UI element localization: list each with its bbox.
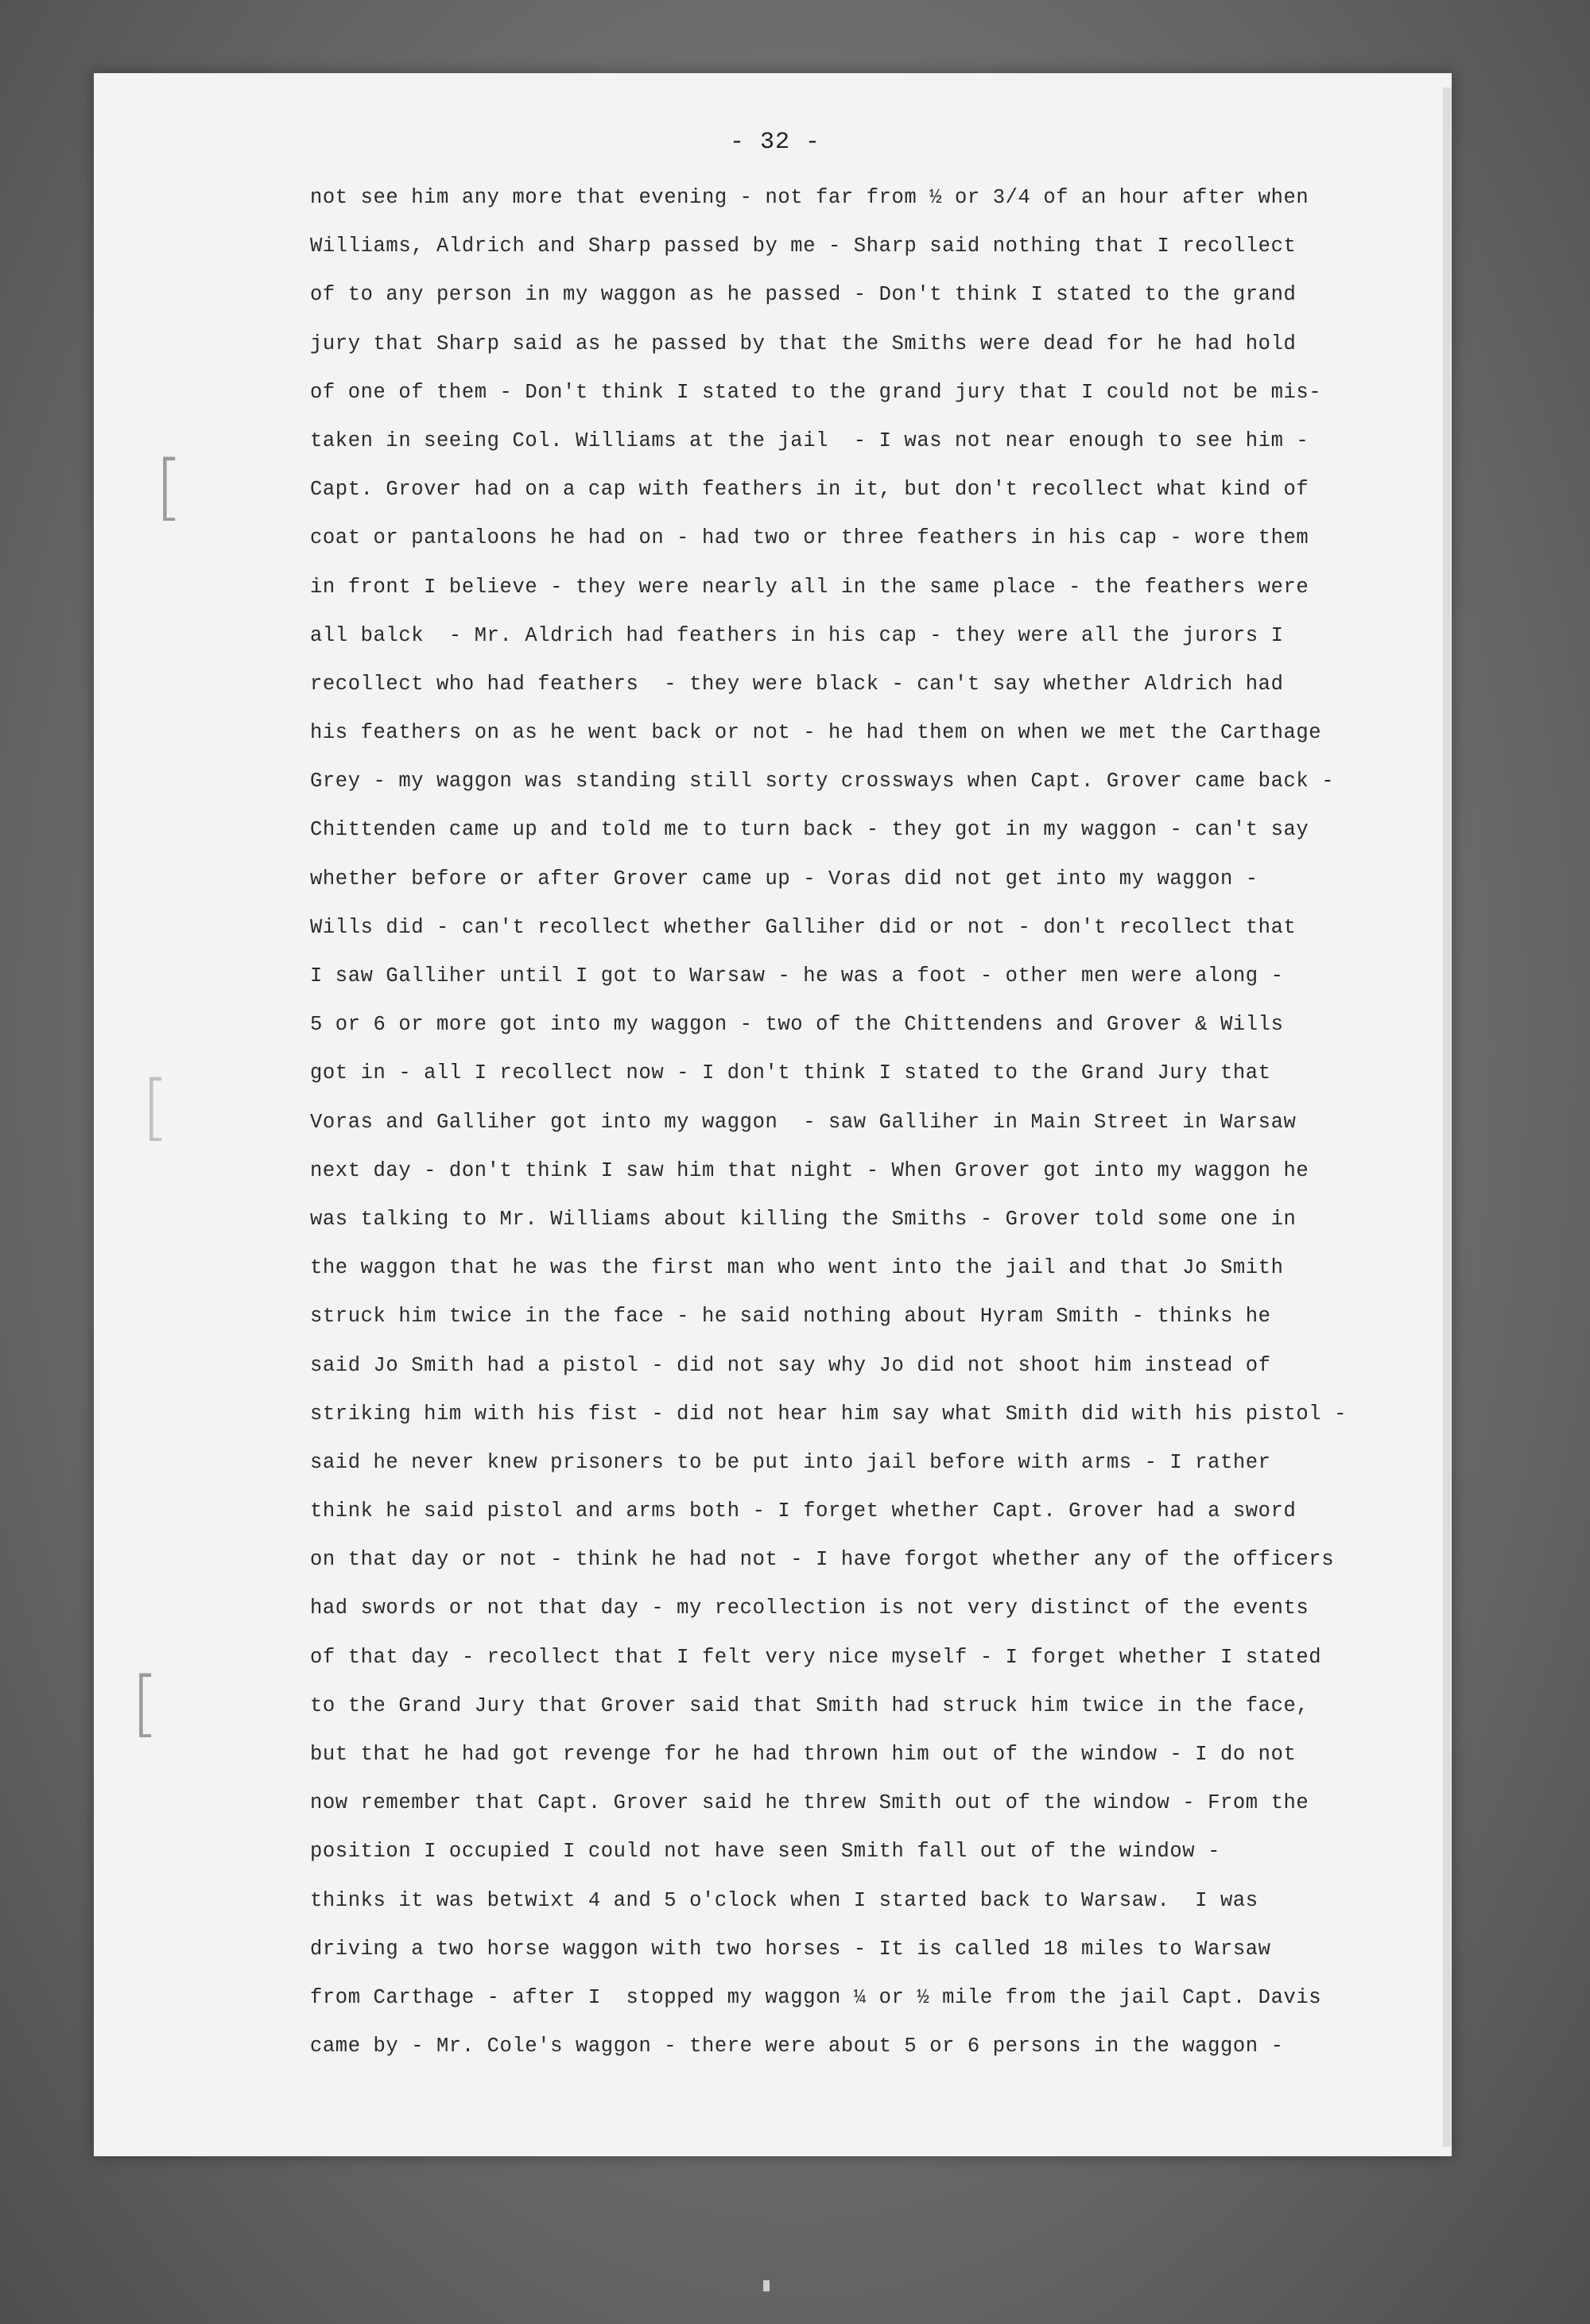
- text-line: Grey - my waggon was standing still sorty crossways when Capt. Grover came back -: [310, 770, 1335, 793]
- text-line: jury that Sharp said as he passed by that the Smiths were dead for he had hold: [310, 332, 1297, 355]
- margin-bracket-mark: [: [155, 445, 184, 529]
- text-line: driving a two horse waggon with two horses - It is called 18 miles to Warsaw: [310, 1937, 1271, 1961]
- text-line: but that he had got revenge for he had thrown him out of the window - I do not: [310, 1743, 1297, 1766]
- text-line: of that day - recollect that I felt very nice myself - I forget whether I stated: [310, 1645, 1322, 1669]
- margin-bracket-mark: [: [131, 1662, 160, 1745]
- text-line: striking him with his fist - did not hear him say what Smith did with his pistol -: [310, 1402, 1348, 1426]
- text-line: whether before or after Grover came up - Voras did not get into my waggon -: [310, 867, 1258, 890]
- text-line: coat or pantaloons he had on - had two or three feathers in his cap - wore them: [310, 526, 1309, 550]
- text-line: had swords or not that day - my recollection is not very distinct of the events: [310, 1597, 1309, 1620]
- scan-speck: [763, 2280, 770, 2291]
- text-line: the waggon that he was the first man who went into the jail and that Jo Smith: [310, 1256, 1284, 1280]
- text-line: said he never knew prisoners to be put into jail before with arms - I rather: [310, 1450, 1271, 1474]
- text-line: position I occupied I could not have seen Smith fall out of the window -: [310, 1840, 1220, 1864]
- text-line: of to any person in my waggon as he passed - Don't think I stated to the grand: [310, 283, 1297, 307]
- text-line: not see him any more that evening - not far from ½ or 3/4 of an hour after when: [310, 186, 1309, 209]
- text-line: of one of them - Don't think I stated to the grand jury that I could not be mis-: [310, 380, 1322, 404]
- text-line: from Carthage - after I stopped my waggon ¼ or ½ mile from the jail Capt. Davis: [310, 1985, 1322, 2009]
- text-line: was talking to Mr. Williams about killing the Smiths - Grover told some one in: [310, 1207, 1297, 1231]
- text-line: Capt. Grover had on a cap with feathers in it, but don't recollect what kind of: [310, 478, 1309, 502]
- text-line: came by - Mr. Cole's waggon - there were about 5 or 6 persons in the waggon -: [310, 2035, 1284, 2058]
- text-line: his feathers on as he went back or not - he had them on when we met the Carthage: [310, 721, 1322, 745]
- text-line: in front I believe - they were nearly all in the same place - the feathers were: [310, 575, 1309, 599]
- text-line: got in - all I recollect now - I don't think I stated to the Grand Jury that: [310, 1061, 1271, 1085]
- margin-bracket-mark: [: [142, 1065, 170, 1149]
- text-line: all balck - Mr. Aldrich had feathers in his cap - they were all the jurors I: [310, 623, 1284, 647]
- text-line: Wills did - can't recollect whether Galliher did or not - don't recollect that: [310, 915, 1297, 939]
- text-line: next day - don't think I saw him that night - When Grover got into my waggon he: [310, 1158, 1309, 1182]
- text-line: 5 or 6 or more got into my waggon - two of the Chittendens and Grover & Wills: [310, 1013, 1284, 1037]
- text-line: Williams, Aldrich and Sharp passed by me - Sharp said nothing that I recollect: [310, 235, 1297, 258]
- typed-body-text: [310, 173, 1439, 2070]
- text-line: struck him twice in the face - he said nothing about Hyram Smith - thinks he: [310, 1305, 1271, 1329]
- text-line: thinks it was betwixt 4 and 5 o'clock when I started back to Warsaw. I was: [310, 1888, 1258, 1912]
- text-line: said Jo Smith had a pistol - did not say why Jo did not shoot him instead of: [310, 1353, 1271, 1377]
- text-line: Chittenden came up and told me to turn back - they got in my waggon - can't say: [310, 818, 1309, 842]
- text-line: I saw Galliher until I got to Warsaw - he was a foot - other men were along -: [310, 964, 1284, 987]
- text-line: to the Grand Jury that Grover said that Smith had struck him twice in the face,: [310, 1694, 1309, 1717]
- page-number: - 32 -: [729, 129, 821, 156]
- text-line: think he said pistol and arms both - I forget whether Capt. Grover had a sword: [310, 1500, 1297, 1523]
- page-edge-shadow: [1443, 87, 1451, 2147]
- text-line: now remember that Capt. Grover said he threw Smith out of the window - From the: [310, 1791, 1309, 1815]
- text-line: on that day or not - think he had not - I have forgot whether any of the officers: [310, 1548, 1335, 1572]
- text-line: recollect who had feathers - they were black - can't say whether Aldrich had: [310, 672, 1284, 696]
- text-line: Voras and Galliher got into my waggon - saw Galliher in Main Street in Warsaw: [310, 1110, 1297, 1134]
- text-line: taken in seeing Col. Williams at the jail - I was not near enough to see him -: [310, 429, 1309, 452]
